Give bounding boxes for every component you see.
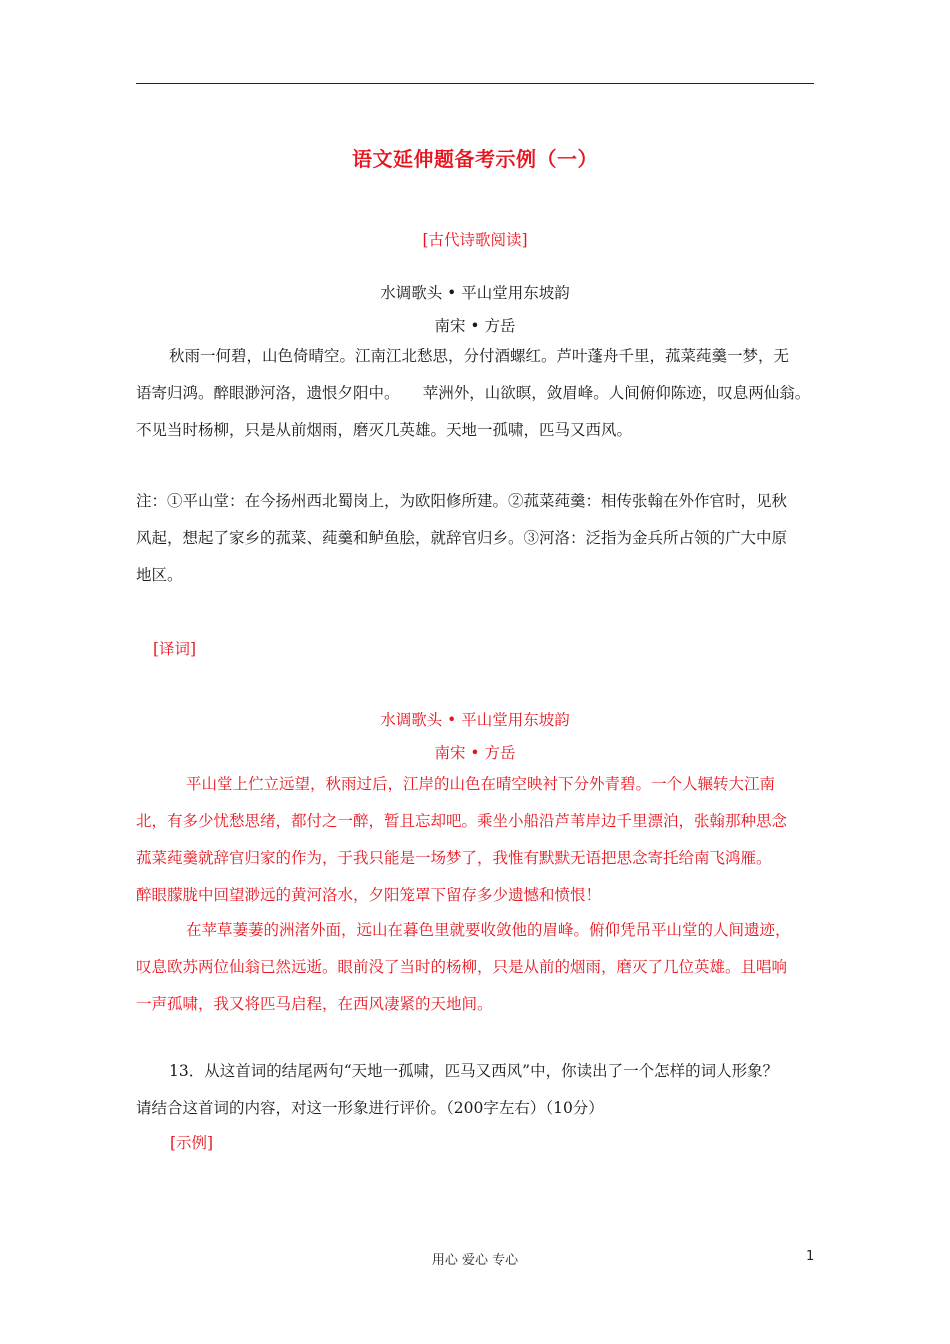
question-block: [136, 1053, 836, 1127]
poem-author: 南宋 • 方岳: [434, 317, 516, 335]
translation-heading: [译词]: [153, 640, 197, 658]
translation-poem-title: 水调歌头 • 平山堂用东坡韵: [380, 711, 570, 729]
example-heading: [示例]: [170, 1134, 214, 1152]
translation-line: 一声孤啸，我又将匹马启程，在西风凄紧的天地间。: [136, 995, 493, 1013]
poem-title: 水调歌头 • 平山堂用东坡韵: [380, 284, 570, 302]
translation-line: 叹息欧苏两位仙翁已然远逝。眼前没了当时的杨柳，只是从前的烟雨，磨灭了几位英雄。且唱响: [136, 958, 788, 976]
question-line: 13．从这首词的结尾两句“天地一孤啸，匹马又西风”中，你读出了一个怎样的词人形象？: [169, 1062, 779, 1080]
translation-line: 北，有多少忧愁思绪，都付之一醉，暂且忘却吧。乘坐小船沿芦苇岸边千里漂泊，张翰那种思念: [136, 812, 788, 830]
page-number: 1: [806, 1249, 815, 1264]
header-rule: [136, 83, 814, 84]
translation-poem-author: 南宋 • 方岳: [434, 744, 516, 762]
translation-line: 菰菜莼羹就辞官归家的作为，于我只能是一场梦了，我惟有默默无语把思念寄托给南飞鸿雁。: [136, 849, 772, 867]
note-line: 地区。: [136, 566, 183, 584]
poem-line: 不见当时杨柳，只是从前烟雨，磨灭几英雄。天地一孤啸，匹马又西风。: [136, 421, 633, 439]
translation-paragraph-1: [136, 766, 818, 914]
poem-body: [136, 338, 818, 449]
translation-line: 在苹草萋萋的洲渚外面，远山在暮色里就要收敛他的眉峰。俯仰凭吊平山堂的人间遗迹，: [186, 921, 791, 939]
note-line: 风起，想起了家乡的菰菜、莼羹和鲈鱼脍，就辞官归乡。③河洛：泛指为金兵所占领的广大中原: [136, 529, 788, 547]
poem-line: 秋雨一何碧，山色倚晴空。江南江北愁思，分付酒螺红。芦叶蓬舟千里，菰菜莼羹一梦，无: [169, 347, 790, 365]
question-line: 请结合这首词的内容，对这一形象进行评价。（200字左右）（10分）: [136, 1099, 604, 1117]
translation-line: 醉眼朦胧中回望渺远的黄河洛水，夕阳笼罩下留存多少遗憾和愤恨！: [136, 886, 602, 904]
translation-paragraph-2: [136, 912, 818, 1023]
document-title: 语文延伸题备考示例（一）: [352, 147, 598, 171]
footer-motto: 用心 爱心 专心: [431, 1253, 519, 1268]
poem-line: 语寄归鸿。醉眼渺河洛，遗恨夕阳中。 苹洲外，山欲暝，敛眉峰。人间俯仰陈迹，叹息两仙翁。: [136, 384, 811, 402]
note-line: 注：①平山堂：在今扬州西北蜀岗上，为欧阳修所建。②菰菜莼羹：相传张翰在外作官时，见秋: [136, 492, 788, 510]
section-heading: [古代诗歌阅读]: [422, 231, 528, 249]
translation-line: 平山堂上伫立远望，秋雨过后，江岸的山色在晴空映衬下分外青碧。一个人辗转大江南: [186, 775, 776, 793]
notes-block: [136, 483, 818, 594]
